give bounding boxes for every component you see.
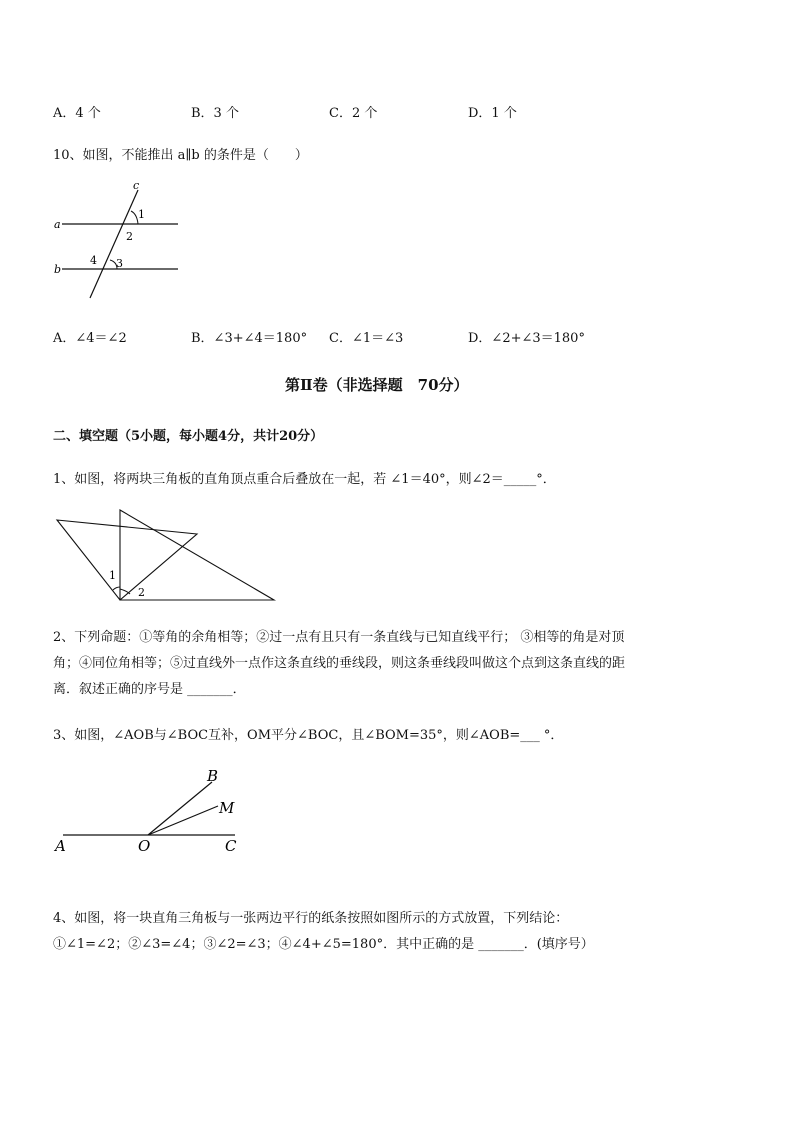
f2-line-2: 角；④同位角相等；⑤过直线外一点作这条直线的垂线段，则这条垂线段叫做这个点到这条直线的距 [53, 656, 626, 671]
label-O: O [138, 837, 151, 855]
angle-arc-1 [113, 587, 120, 590]
label-C: C [225, 837, 237, 855]
ray-om [148, 806, 218, 835]
label-A: A [55, 837, 66, 855]
q10-option-d: D．∠2+∠3＝180° [468, 331, 585, 346]
f3-angle-figure [50, 763, 250, 858]
label-angle-3: 3 [116, 257, 123, 270]
line-c [90, 190, 138, 298]
f2-line-3: 离．叙述正确的序号是 _______． [53, 682, 246, 697]
angle-arc-1 [131, 211, 138, 224]
q10-parallel-lines-figure [45, 178, 190, 303]
label-angle-4: 4 [90, 254, 97, 267]
f3-stem: 3、如图，∠AOB与∠BOC互补，OM平分∠BOC，且∠BOM=35°，则∠AOB=___ °． [53, 728, 564, 743]
q10-stem: 10、如图，不能推出 a∥b 的条件是（ ） [53, 148, 308, 163]
f1-triangles-figure [50, 505, 280, 605]
ray-ob [148, 782, 212, 835]
triangle-1 [57, 520, 197, 600]
q10-option-a: A．∠4＝∠2 [53, 331, 127, 346]
f2-stem [53, 625, 725, 703]
label-a: a [54, 218, 61, 231]
label-M: M [219, 799, 235, 817]
angle-arc-2 [120, 589, 130, 594]
f2-line-1: 2、下列命题：①等角的余角相等；②过一点有且只有一条直线与已知直线平行； ③相等的角是对顶 [53, 630, 625, 645]
q10-option-c: C．∠1＝∠3 [329, 331, 404, 346]
q10-option-b: B．∠3+∠4＝180° [191, 331, 308, 346]
label-angle-1: 1 [109, 569, 116, 582]
f1-stem: 1、如图，将两块三角板的直角顶点重合后叠放在一起，若 ∠1＝40°，则∠2＝_____°． [53, 472, 556, 487]
label-angle-2: 2 [138, 586, 145, 599]
f4-stem [53, 906, 725, 958]
label-angle-1: 1 [138, 208, 145, 221]
f4-line-1: 4、如图，将一块直角三角板与一张两边平行的纸条按照如图所示的方式放置，下列结论： [53, 911, 569, 926]
q9-option-d: D．1 个 [468, 106, 517, 121]
label-c: c [133, 179, 140, 192]
f4-line-2: ①∠1=∠2；②∠3=∠4；③∠2=∠3；④∠4+∠5=180°．其中正确的是 _______．(填序号） [53, 937, 594, 952]
label-angle-2: 2 [126, 230, 133, 243]
part2-title: 第Ⅱ卷（非选择题 70分） [285, 376, 469, 394]
q9-option-b: B．3 个 [191, 106, 239, 121]
q9-option-c: C．2 个 [329, 106, 378, 121]
section-heading: 二、填空题（5小题，每小题4分，共计20分） [53, 429, 324, 444]
label-B: B [207, 767, 219, 785]
label-b: b [54, 263, 62, 276]
q9-option-a: A．4 个 [53, 106, 101, 121]
